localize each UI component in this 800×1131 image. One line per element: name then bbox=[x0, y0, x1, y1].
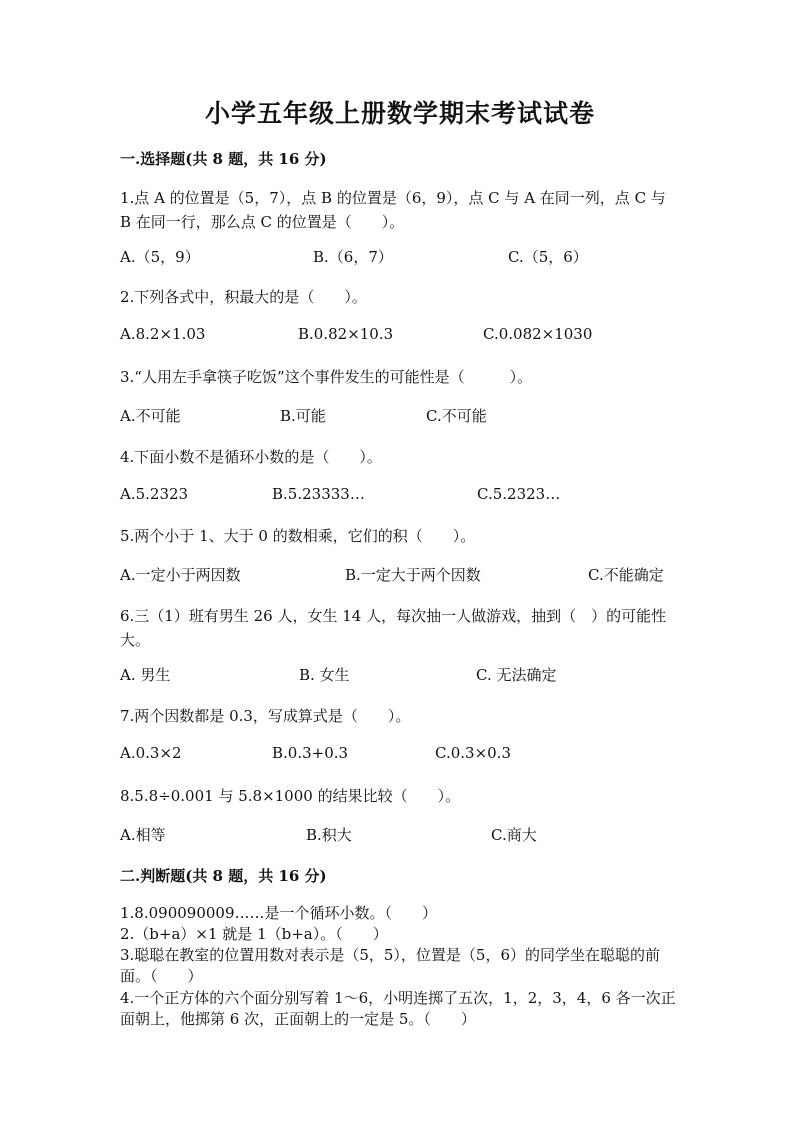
option-b: B.一定大于两个因数 bbox=[345, 566, 481, 584]
question-1: 1.点 A 的位置是（5，7），点 B 的位置是（6，9），点 C 与 A 在同一列，点 C 与 B 在同一行，那么点 C 的位置是（ ）。 bbox=[120, 189, 666, 231]
section-heading-choice: 一.选择题(共 8 题，共 16 分) bbox=[120, 150, 327, 168]
question-7: 7.两个因数都是 0.3，写成算式是（ ）。 bbox=[120, 707, 411, 725]
option-a: A.5.2323 bbox=[120, 485, 189, 503]
option-b: B.积大 bbox=[306, 826, 352, 844]
question-7-options bbox=[120, 744, 680, 768]
question-6-options bbox=[120, 664, 680, 688]
question-8-options bbox=[120, 824, 680, 848]
question-2-options bbox=[120, 325, 680, 349]
judgement-item-1: 1.8.090090009……是一个循环小数。（ ） bbox=[120, 904, 438, 922]
question-4: 4.下面小数不是循环小数的是（ ）。 bbox=[120, 448, 382, 466]
option-a: A. 男生 bbox=[120, 666, 171, 684]
question-3: 3.“人用左手拿筷子吃饭”这个事件发生的可能性是（ ）。 bbox=[120, 368, 533, 386]
option-c: C.0.082×1030 bbox=[483, 325, 593, 343]
question-4-options bbox=[120, 485, 680, 509]
option-c: C.5.2323… bbox=[477, 485, 561, 503]
option-b: B.可能 bbox=[280, 407, 326, 425]
option-c: C.（5，6） bbox=[508, 248, 588, 266]
option-a: A.相等 bbox=[120, 826, 166, 844]
option-b: B.0.3+0.3 bbox=[272, 744, 349, 762]
option-c: C.不能确定 bbox=[588, 566, 664, 584]
option-a: A.一定小于两因数 bbox=[120, 566, 241, 584]
option-b: B. 女生 bbox=[299, 666, 350, 684]
judgement-item-2: 2.（b+a）×1 就是 1（b+a）。（ ） bbox=[120, 925, 388, 943]
option-c: C.0.3×0.3 bbox=[435, 744, 511, 762]
option-b: B.5.23333… bbox=[272, 485, 365, 503]
option-c: C.商大 bbox=[491, 826, 537, 844]
question-3-options bbox=[120, 405, 680, 429]
section-heading-judgement: 二.判断题(共 8 题，共 16 分) bbox=[120, 867, 327, 885]
judgement-item-3: 3.聪聪在教室的位置用数对表示是（5，5），位置是（5，6）的同学坐在聪聪的前面。（ ） bbox=[120, 946, 660, 985]
judgement-item-4: 4.一个正方体的六个面分别写着 1～6，小明连掷了五次，1，2，3，4，6 各一次正面朝上，他掷第 6 次，正面朝上的一定是 5。（ ） bbox=[120, 989, 676, 1028]
option-a: A.不可能 bbox=[120, 407, 181, 425]
option-c: C. 无法确定 bbox=[476, 666, 557, 684]
page-title: 小学五年级上册数学期末考试试卷 bbox=[204, 99, 595, 128]
question-8: 8.5.8÷0.001 与 5.8×1000 的结果比较（ ）。 bbox=[120, 787, 461, 805]
option-a: A.8.2×1.03 bbox=[120, 325, 206, 343]
option-a: A.0.3×2 bbox=[120, 744, 182, 762]
question-5-options bbox=[120, 564, 680, 588]
option-b: B.0.82×10.3 bbox=[298, 325, 394, 343]
option-a: A.（5，9） bbox=[120, 248, 200, 266]
question-2: 2.下列各式中，积最大的是（ ）。 bbox=[120, 288, 367, 306]
option-c: C.不可能 bbox=[426, 407, 487, 425]
question-1-options bbox=[120, 246, 680, 270]
question-6: 6.三（1）班有男生 26 人，女生 14 人，每次抽一人做游戏，抽到（ ）的可能性大。 bbox=[120, 607, 667, 649]
question-5: 5.两个小于 1、大于 0 的数相乘，它们的积（ ）。 bbox=[120, 527, 476, 545]
option-b: B.（6，7） bbox=[313, 248, 393, 266]
